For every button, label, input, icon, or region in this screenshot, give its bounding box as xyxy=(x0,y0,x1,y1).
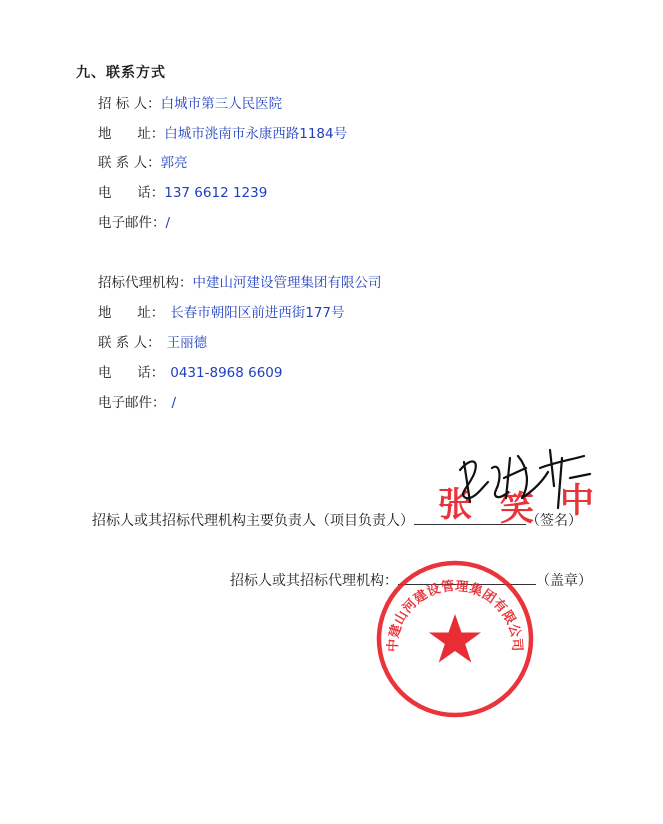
stamp-name-glyphs xyxy=(438,481,594,529)
tenderer-contact-label: 联 系 人： xyxy=(98,155,161,171)
tenderer-name-value: 白城市第三人民医院 xyxy=(160,96,283,112)
tenderer-phone-value: 137 6612 1239 xyxy=(164,185,268,201)
seal-suffix: （盖章） xyxy=(536,573,592,589)
agency-contact-value: 王丽德 xyxy=(166,335,208,351)
agency-address-label: 地 址： xyxy=(98,305,165,321)
tenderer-name-row xyxy=(98,92,282,112)
seal-star-icon xyxy=(429,614,481,663)
section-title: 九、联系方式 xyxy=(76,65,166,81)
agency-contact-row xyxy=(98,331,207,351)
stamp-char-3: 中 xyxy=(560,481,594,521)
agency-email-label: 电子邮件： xyxy=(98,395,166,411)
stamp-char-1: 张 xyxy=(438,485,472,525)
agency-address-value: 长春市朝阳区前进西街177号 xyxy=(170,305,345,321)
agency-name-label: 招标代理机构： xyxy=(98,275,193,291)
seal-label: 招标人或其招标代理机构： xyxy=(230,573,398,589)
tenderer-contact-value: 郭亮 xyxy=(160,155,188,171)
name-stamp xyxy=(430,428,610,538)
company-seal xyxy=(374,558,536,720)
tenderer-address-label: 地 址： xyxy=(98,126,165,142)
agency-name-row xyxy=(98,271,382,291)
tenderer-email-value: / xyxy=(165,215,171,231)
agency-email-value: / xyxy=(171,395,177,411)
tenderer-contact-row xyxy=(98,151,188,171)
tenderer-phone-label: 电 话： xyxy=(98,185,165,201)
tenderer-name-label: 招 标 人： xyxy=(98,96,161,112)
agency-email-row xyxy=(98,391,176,411)
stamp-char-2: 笑 xyxy=(500,489,534,529)
agency-name-value: 中建山河建设管理集团有限公司 xyxy=(192,275,382,291)
signature-label: 招标人或其招标代理机构主要负责人（项目负责人） xyxy=(92,513,414,529)
seal-text: 中建山河建设管理集团有限公司 xyxy=(385,579,525,653)
tenderer-email-label: 电子邮件： xyxy=(98,215,166,231)
tenderer-email-row xyxy=(98,211,170,231)
agency-phone-value: 0431-8968 6609 xyxy=(170,365,283,381)
signature-suffix: （签名） xyxy=(526,513,582,529)
tenderer-phone-row xyxy=(98,181,267,201)
agency-phone-row xyxy=(98,361,282,381)
agency-address-row xyxy=(98,301,345,321)
tenderer-address-row xyxy=(98,122,347,142)
tenderer-address-value: 白城市洮南市永康西路1184号 xyxy=(164,126,348,142)
agency-contact-label: 联 系 人： xyxy=(98,335,161,351)
agency-phone-label: 电 话： xyxy=(98,365,165,381)
